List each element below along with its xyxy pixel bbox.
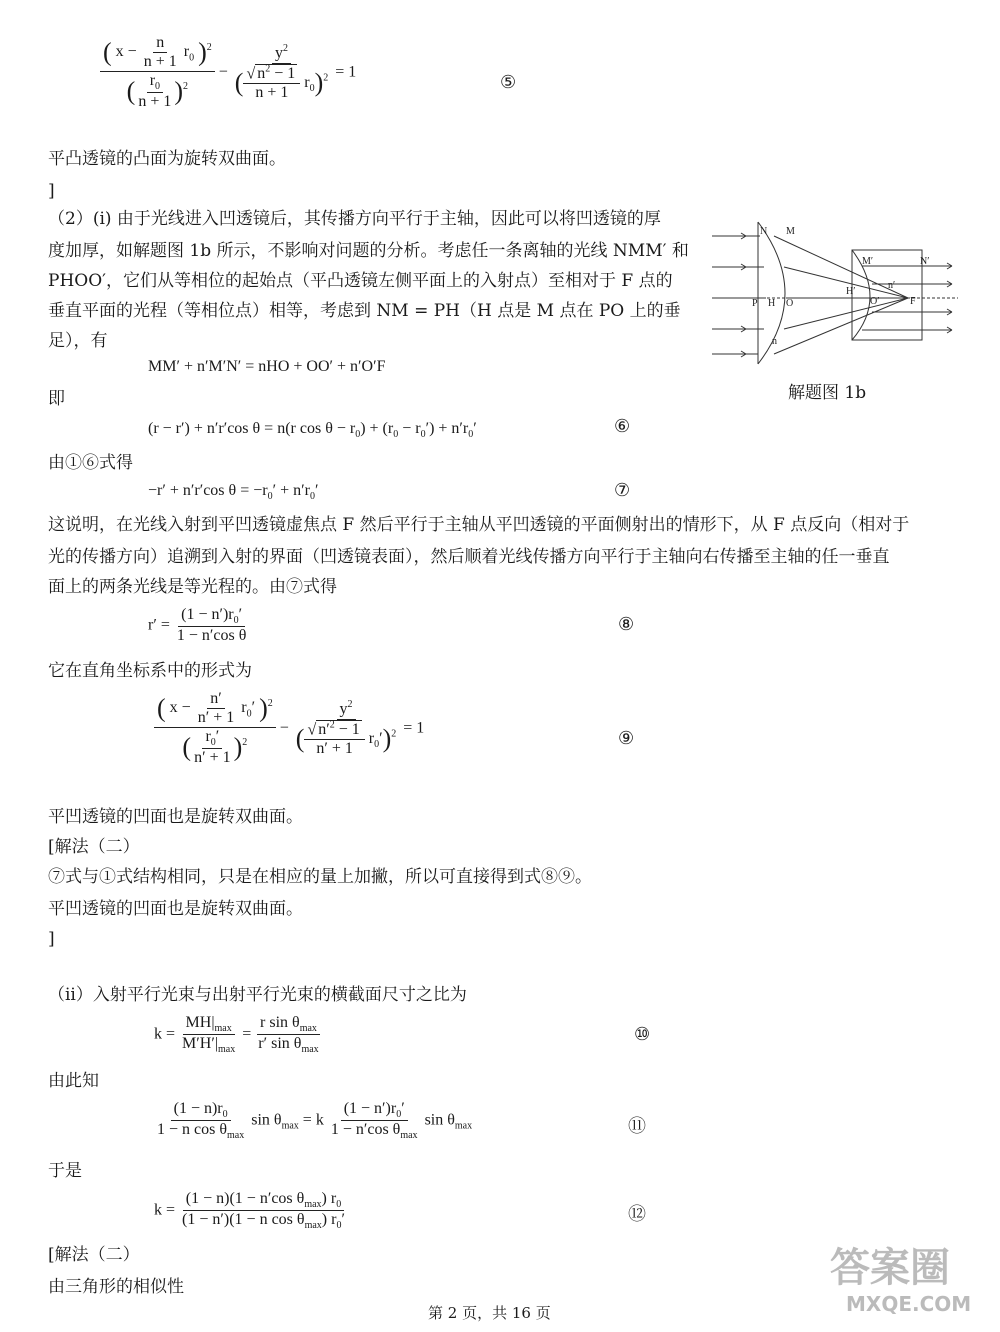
- watermark-url: MXQE.COM: [846, 1292, 972, 1316]
- fig-label-Oprime: O′: [870, 296, 880, 307]
- text-form: 它在直角坐标系中的形式为: [48, 661, 252, 681]
- paragraph-line: （2）(i) 由于光线进入凹透镜后，其传播方向平行于主轴，因此可以将凹透镜的厚: [48, 209, 661, 229]
- fig-label-n: n: [772, 336, 777, 347]
- equation-9: ( x − $\frac{n'}{n' + 1}$ $r_0'$ )$^2$ ( $\frac{r_0'}{n' + 1}$ )$^2$ − $y^2$ ( $\frac{√ n'^2 - 1}{n' + 1}$ $r_0')^2$ = 1: [154, 690, 424, 767]
- equation-8: r′ = $\frac{(1 - n')r_0'}{\text{1 − n′cos θ}}$: [148, 606, 247, 645]
- eq-number-11: ⑪: [628, 1116, 646, 1137]
- equation-12: k = $\frac{(1 - n)(1 - n'\cos \theta_{max}) r_0}{(1 - n')(1 - n \cos \theta_{max}) r_0'}$: [154, 1190, 345, 1232]
- fig-label-F: F: [910, 296, 916, 307]
- watermark-logo: 答案圈: [830, 1245, 950, 1291]
- paragraph-line: 足），有: [48, 331, 108, 351]
- paragraph-line: PHOO′，它们从等相位的起始点（平凸透镜左侧平面上的入射点）至相对于 F 点的: [48, 271, 673, 291]
- bracket-close: ]: [48, 181, 55, 201]
- eq-number-6: ⑥: [614, 416, 631, 437]
- eq-number-8: ⑧: [618, 614, 635, 635]
- paragraph-line: 这说明，在光线入射到平凹透镜虚焦点 F 然后平行于主轴从平凹透镜的平面侧射出的情形下，从 F 点反向（相对于: [48, 515, 910, 535]
- eq-number-9: ⑨: [618, 728, 635, 749]
- paragraph-line: 面上的两条光线是等光程的。由⑦式得: [48, 577, 337, 597]
- fig-label-M: M: [786, 226, 795, 237]
- text-line: 由三角形的相似性: [48, 1277, 184, 1297]
- fig-label-Hprime: H′: [846, 286, 856, 297]
- fig-label-N: N: [760, 226, 768, 237]
- paragraph-line: 光的传播方向）追溯到入射的界面（凹透镜表面），然后顺着光线传播方向平行于主轴向右传播至主轴的任一垂直: [48, 547, 890, 567]
- equation-10: k = $\frac{MH|_{max}}{M'H'|_{max}}$ = $\frac{r \sin \theta_{max}}{r' \sin \theta_{max}}$: [154, 1014, 319, 1056]
- method-two-heading: [解法（二）: [48, 1245, 140, 1265]
- equation-7: −r′ + n′r′cos $\theta = -r_0' + n'r_0'$: [148, 482, 319, 503]
- paragraph-line: 垂直平面的光程（等相位点）相等，考虑到 NM = PH（H 点是 M 点在 PO 上的垂: [48, 301, 681, 321]
- eq-number-7: ⑦: [614, 480, 631, 501]
- equation-optical-path: MM′ + n′M′N′ = nHO + OO′ + n′O′F: [148, 358, 386, 375]
- equation-11: $\frac{(1 - n)r_0}{1 - n \cos \theta_{max}}$ $\sin \theta_{max} = k$ $\frac{(1 - n')r_0'}{1 - n'\cos \theta_{max}}$ $\sin \theta_{max}$: [157, 1100, 473, 1142]
- eq-number-12: ⑫: [628, 1204, 646, 1225]
- text-ji: 即: [48, 389, 65, 409]
- fig-label-P: P: [752, 298, 758, 309]
- fig-label-O: O: [786, 298, 794, 309]
- fig-label-Nprime: N′: [920, 256, 930, 267]
- figure-1b: [712, 214, 960, 370]
- figure-caption: 解题图 1b: [788, 383, 867, 403]
- text-yushi: 于是: [48, 1161, 82, 1181]
- text-line: 平凹透镜的凹面也是旋转双曲面。: [48, 807, 303, 827]
- text-yinci: 由此知: [48, 1071, 99, 1091]
- paragraph-ii: （ii）入射平行光束与出射平行光束的横截面尺寸之比为: [48, 985, 467, 1005]
- text-youde: 由①⑥式得: [48, 453, 133, 473]
- fig-label-Mprime: M′: [862, 256, 874, 267]
- eq-number-5: ⑤: [500, 72, 517, 93]
- fig-label-nprime: n′: [888, 280, 896, 291]
- bracket-close: ]: [48, 929, 55, 949]
- text-line: ⑦式与①式结构相同，只是在相应的量上加撇，所以可直接得到式⑧⑨。: [48, 867, 592, 887]
- equation-5: ( x − $\frac{n}{n + 1}$ $r_0$ )$^2$ ( $\frac{r_0}{n + 1}$ )$^2$ − $y^2$ ( $\frac{√ n^2 - 1}{n + 1}$ $r_0)^2$ = 1: [100, 34, 356, 111]
- text-line: 平凹透镜的凹面也是旋转双曲面。: [48, 899, 303, 919]
- text-line: 平凸透镜的凸面为旋转双曲面。: [48, 149, 286, 169]
- eq-number-10: ⑩: [634, 1024, 651, 1045]
- method-two-heading: [解法（二）: [48, 837, 140, 857]
- fig-label-H: H: [768, 298, 776, 309]
- page-footer: 第 2 页，共 16 页: [428, 1304, 551, 1322]
- paragraph-line: 度加厚，如解题图 1b 所示，不影响对问题的分析。考虑任一条离轴的光线 NMM′ 和: [48, 241, 689, 261]
- equation-6: (r − r′) + n′r′cos θ = n(r $\cos \theta - r_0) + (r_0 - r_0') + n'r_0'$: [148, 420, 477, 441]
